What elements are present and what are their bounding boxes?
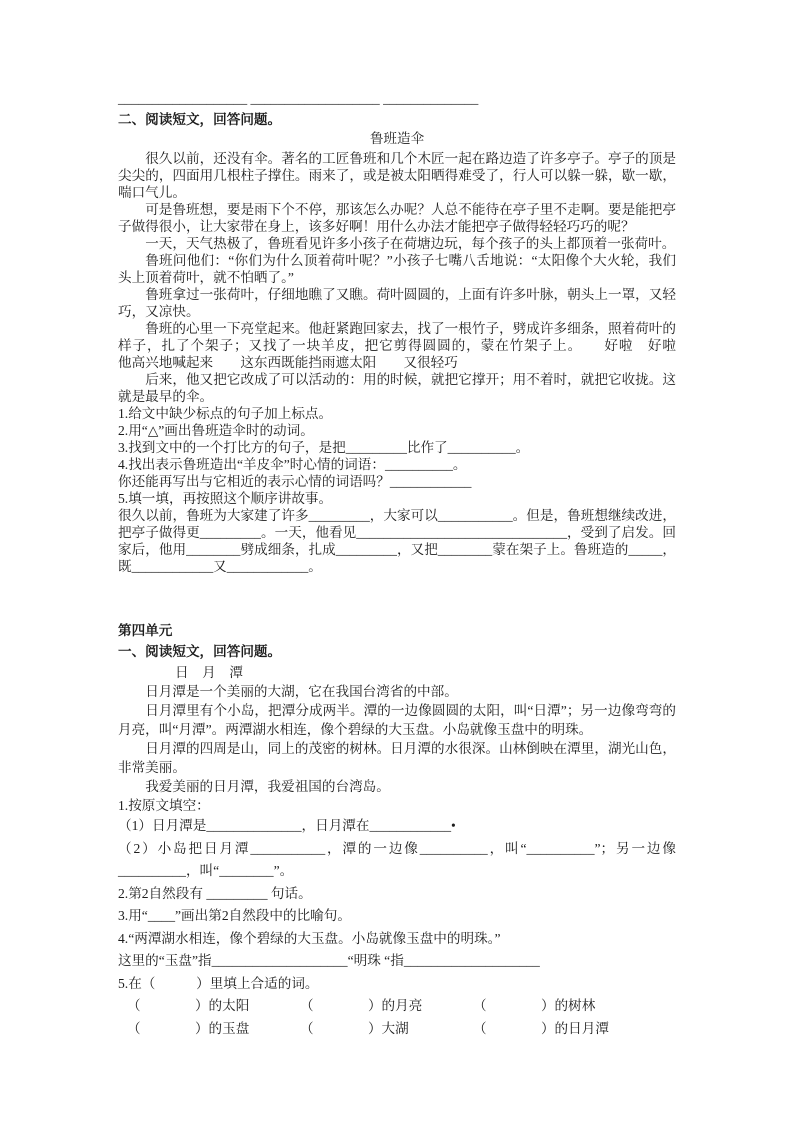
passage-paragraph: 鲁班的心里一下亮堂起来。他赶紧跑回家去，找了一根竹子，劈成许多细条，照着荷叶的样子，扎了个架子；又找了一块羊皮，把它剪得圆圆的，蒙在竹架子上。 好啦 好啦 他高兴地喊起来 这东西既能挡雨遮太阳 又很轻巧 xyxy=(118,321,704,370)
fill-intro: 1.按原文填空： xyxy=(118,798,210,813)
question-item: 2.用“△”画出鲁班造伞时的动词。 xyxy=(118,423,314,438)
question-item: 4.找出表示鲁班造出“羊皮伞”时心情的词语：__________。 xyxy=(118,457,467,472)
question-item: 3.用“____”画出第2自然段中的比喻句。 xyxy=(118,908,351,923)
passage-title-riyuetan: 日 月 潭 xyxy=(175,665,243,680)
passage-paragraph: 鲁班问他们：“你们为什么顶着荷叶呢？”小孩子七嘴八舌地说：“太阳像个大火轮，我们头上顶着荷叶，就不怕晒了。” xyxy=(118,253,676,285)
unit-heading: 第四单元 xyxy=(118,623,173,638)
question-item: 1.给文中缺少标点的句子加上标点。 xyxy=(118,406,333,421)
question-item: 你还能再写出与它相近的表示心情的词语吗？____________ xyxy=(118,474,472,489)
answer-blank-line: ___________________ ___________________ ______________ xyxy=(118,91,479,106)
word-fill-cell: （ ）的月亮 xyxy=(300,998,423,1013)
question-item: （2）小岛把日月潭___________，潭的一边像__________，叫“__________”；另一边像__________，叫“________”。 xyxy=(118,840,676,878)
passage-paragraph: 日月潭里有个小岛，把潭分成两半。潭的一边像圆圆的太阳，叫“日潭”；另一边像弯弯的月亮，叫“月潭”。两潭湖水相连，像个碧绿的大玉盘。小岛就像玉盘中的明珠。 xyxy=(118,703,676,737)
passage-paragraph: 鲁班拿过一张荷叶，仔细地瞧了又瞧。荷叶圆圆的，上面有许多叶脉，朝头上一罩，又轻巧，又凉快。 xyxy=(118,287,676,319)
word-fill-row xyxy=(118,1018,676,1041)
section-two-heading: 二、阅读短文，回答问题。 xyxy=(118,112,282,127)
question-item: 5.填一填，再按照这个顺序讲故事。 xyxy=(118,491,333,506)
word-fill-cell: （ ）的日月潭 xyxy=(473,1020,609,1036)
question-item: 4.“两潭湖水相连，像个碧绿的大玉盘。小岛就像玉盘中的明珠。” xyxy=(118,930,501,946)
passage-paragraph: 日月潭是一个美丽的大湖，它在我国台湾省的中部。 xyxy=(145,684,458,699)
word-fill-row xyxy=(118,995,676,1018)
word-fill-cell: （ ）大湖 xyxy=(300,1020,409,1036)
question-item: 2.第2自然段有 _________ 句话。 xyxy=(118,885,312,901)
passage-title-luban: 鲁班造伞 xyxy=(369,131,425,146)
question-item: 5.在（ ）里填上合适的词。 xyxy=(118,975,319,991)
word-fill-cell: （ ）的玉盘 xyxy=(127,1020,250,1036)
passage-paragraph: 可是鲁班想，要是雨下个不停，那该怎么办呢？人总不能待在亭子里不走啊。要是能把亭子做得很小，让大家带在身上，该多好啊！用什么办法才能把亭子做得轻轻巧巧的呢？ xyxy=(118,202,676,234)
section-one-heading: 一、阅读短文，回答问题。 xyxy=(118,644,282,659)
question-list-luban xyxy=(118,405,676,575)
word-fill-cell: （ ）的树林 xyxy=(473,998,596,1013)
story-fill-paragraph: 很久以前，鲁班为大家建了许多_________，大家可以___________。但是，鲁班想继续改进，把亭子做得更_________。一天，他看见_______________________________，受到了启发。回家后，他用________劈成细条，扎成_________，又把________蒙在架子上。鲁班造的_____，既____________又____________。 xyxy=(118,508,676,574)
passage-paragraph: 后来，他又把它改成了可以活动的：用的时候，就把它撑开；用不着时，就把它收拢。这就是最早的伞。 xyxy=(118,372,676,404)
passage-paragraph: 很久以前，还没有伞。著名的工匠鲁班和几个木匠一起在路边造了许多亭子。亭子的顶是尖尖的，四面用几根柱子撑住。雨来了，或是被太阳晒得难受了，行人可以躲一躲，歇一歇，喘口气儿。 xyxy=(118,151,676,200)
question-item: （1）日月潭是______________，日月潭在____________• xyxy=(118,818,456,833)
word-fill-cell: （ ）的太阳 xyxy=(127,998,250,1013)
passage-paragraph: 日月潭的四周是山，同上的茂密的树林。日月潭的水很深。山林倒映在潭里，湖光山色，非常美丽。 xyxy=(118,741,676,775)
passage-riyuetan xyxy=(118,663,676,815)
question-list-riyuetan xyxy=(118,815,676,1040)
question-item: 这里的“玉盘”指____________________“明珠 “指____________________ xyxy=(118,953,540,968)
question-item: 3.找到文中的一个打比方的句子，是把_________比作了__________。 xyxy=(118,440,530,455)
passage-paragraph: 我爱美丽的日月潭，我爱祖国的台湾岛。 xyxy=(145,779,390,794)
passage-paragraph: 一天，天气热极了，鲁班看见许多小孩子在荷塘边玩，每个孩子的头上都顶着一张荷叶。 xyxy=(145,236,676,251)
